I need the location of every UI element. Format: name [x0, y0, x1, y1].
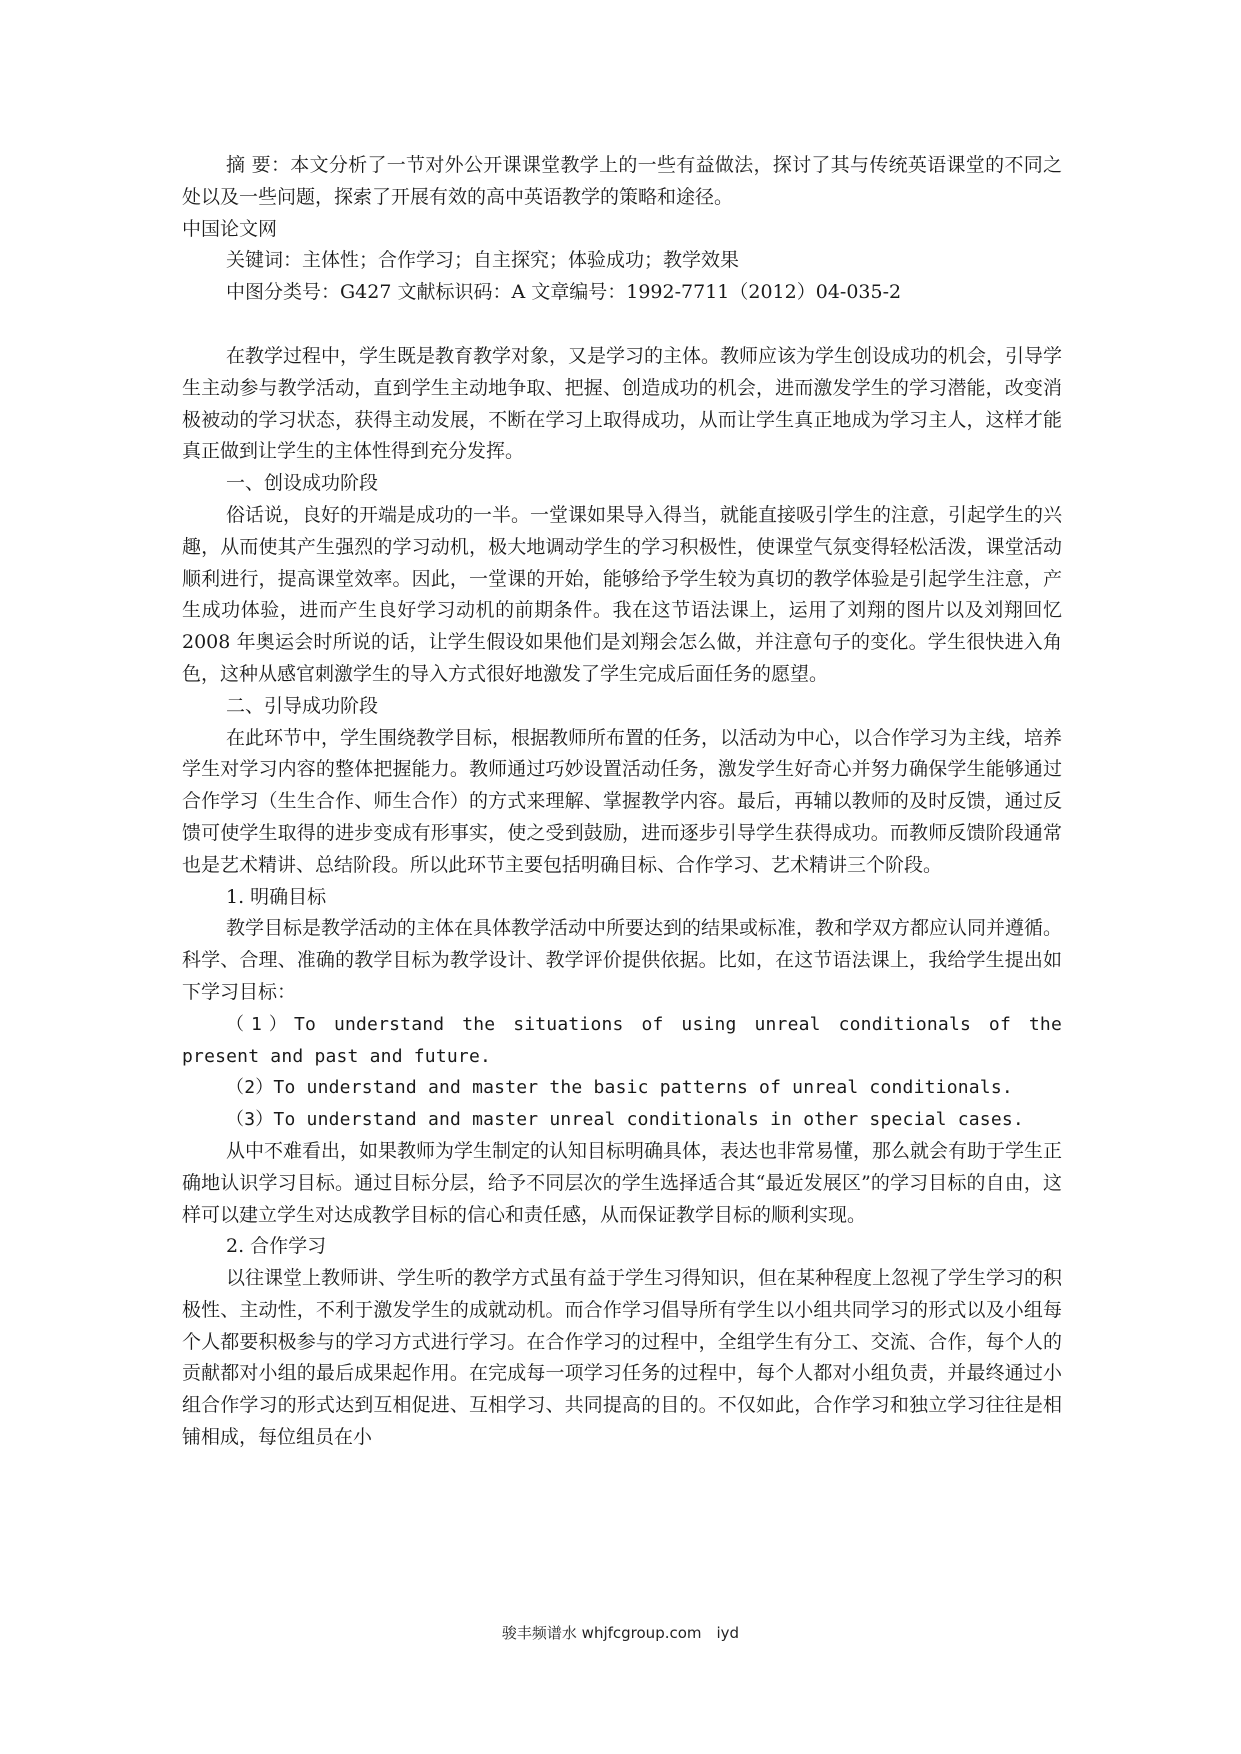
subsection1-heading: 1. 明确目标 [226, 885, 327, 908]
intro-paragraph: 在教学过程中，学生既是教育教学对象，又是学习的主体。教师应该为学生创设成功的机会，引导学生主动参与教学活动，直到学生主动地争取、把握、创造成功的机会，进而激发学生的学习潜能，改变消极被动的学习状态，获得主动发展，不断在学习上取得成功，从而让学生真正地成为学习主人，这样才能真正做到让学生的主体性得到充分发挥。 [182, 344, 1063, 463]
goal-item-1: （1）To understand the situations of using unreal conditionals of the present and past and future. [182, 1013, 1062, 1067]
abstract: 摘 要：本文分析了一节对外公开课课堂教学上的一些有益做法，探讨了其与传统英语课堂的不同之处以及一些问题，探索了开展有效的高中英语教学的策略和途径。 [182, 154, 1062, 208]
section2-heading: 二、引导成功阶段 [226, 694, 379, 717]
classification: 中图分类号：G427 文献标识码：A 文章编号：1992-7711（2012）04-035-2 [226, 281, 902, 304]
section1-heading: 一、创设成功阶段 [226, 472, 379, 495]
section2-body: 在此环节中，学生围绕教学目标，根据教师所布置的任务，以活动为中心，以合作学习为主线，培养学生对学习内容的整体把握能力。教师通过巧妙设置活动任务，激发学生好奇心并努力确保学生能够通过合作学习（生生合作、师生合作）的方式来理解、掌握教学内容。最后，再辅以教师的及时反馈，通过反馈可使学生取得的进步变成有形事实，使之受到鼓励，进而逐步引导学生获得成功。而教师反馈阶段通常也是艺术精讲、总结阶段。所以此环节主要包括明确目标、合作学习、艺术精讲三个阶段。 [182, 726, 1063, 876]
subsection1-conclusion: 从中不难看出，如果教师为学生制定的认知目标明确具体，表达也非常易懂，那么就会有助于学生正确地认识学习目标。通过目标分层，给予不同层次的学生选择适合其“最近发展区”的学习目标的自由，这样可以建立学生对达成教学目标的信心和责任感，从而保证教学目标的顺利实现。 [182, 1139, 1063, 1226]
page-footer: 骏丰频谱水 whjfcgroup.com iyd [501, 1624, 740, 1642]
section1-body: 俗话说，良好的开端是成功的一半。一堂课如果导入得当，就能直接吸引学生的注意，引起学生的兴趣，从而使其产生强烈的学习动机，极大地调动学生的学习积极性，使课堂气氛变得轻松活泼，课堂活动顺利进行，提高课堂效率。因此，一堂课的开始，能够给予学生较为真切的教学体验是引起学生注意，产生成功体验，进而产生良好学习动机的前期条件。我在这节语法课上，运用了刘翔的图片以及刘翔回忆 2008 年奥运会时所说的话，让学生假设如果他们是刘翔会怎么做，并注意句子的变化。学生很快进入角色，这种从感官刺激学生的导入方式很好地激发了学生完成后面任务的愿望。 [182, 503, 1063, 685]
source-label: 中国论文网 [182, 217, 278, 240]
spacer [182, 309, 1062, 341]
goal-item-3: （3）To understand and master unreal conditionals in other special cases. [226, 1109, 1024, 1131]
keywords: 关键词：主体性；合作学习；自主探究；体验成功；教学效果 [226, 249, 740, 272]
subsection1-body: 教学目标是教学活动的主体在具体教学活动中所要达到的结果或标准，教和学双方都应认同并遵循。科学、合理、准确的教学目标为教学设计、教学评价提供依据。比如，在这节语法课上，我给学生提出如下学习目标： [182, 917, 1063, 1003]
document-page [182, 150, 1062, 1454]
subsection2-heading: 2. 合作学习 [226, 1235, 327, 1258]
subsection2-body: 以往课堂上教师讲、学生听的教学方式虽有益于学生习得知识，但在某种程度上忽视了学生学习的积极性、主动性，不利于激发学生的成就动机。而合作学习倡导所有学生以小组共同学习的形式以及小组每个人都要积极参与的学习方式进行学习。在合作学习的过程中，全组学生有分工、交流、合作，每个人的贡献都对小组的最后成果起作用。在完成每一项学习任务的过程中，每个人都对小组负责，并最终通过小组合作学习的形式达到互相促进、互相学习、共同提高的目的。不仅如此，合作学习和独立学习往往是相铺相成，每位组员在小 [182, 1267, 1063, 1449]
goal-item-2: （2）To understand and master the basic patterns of unreal conditionals. [226, 1077, 1013, 1099]
